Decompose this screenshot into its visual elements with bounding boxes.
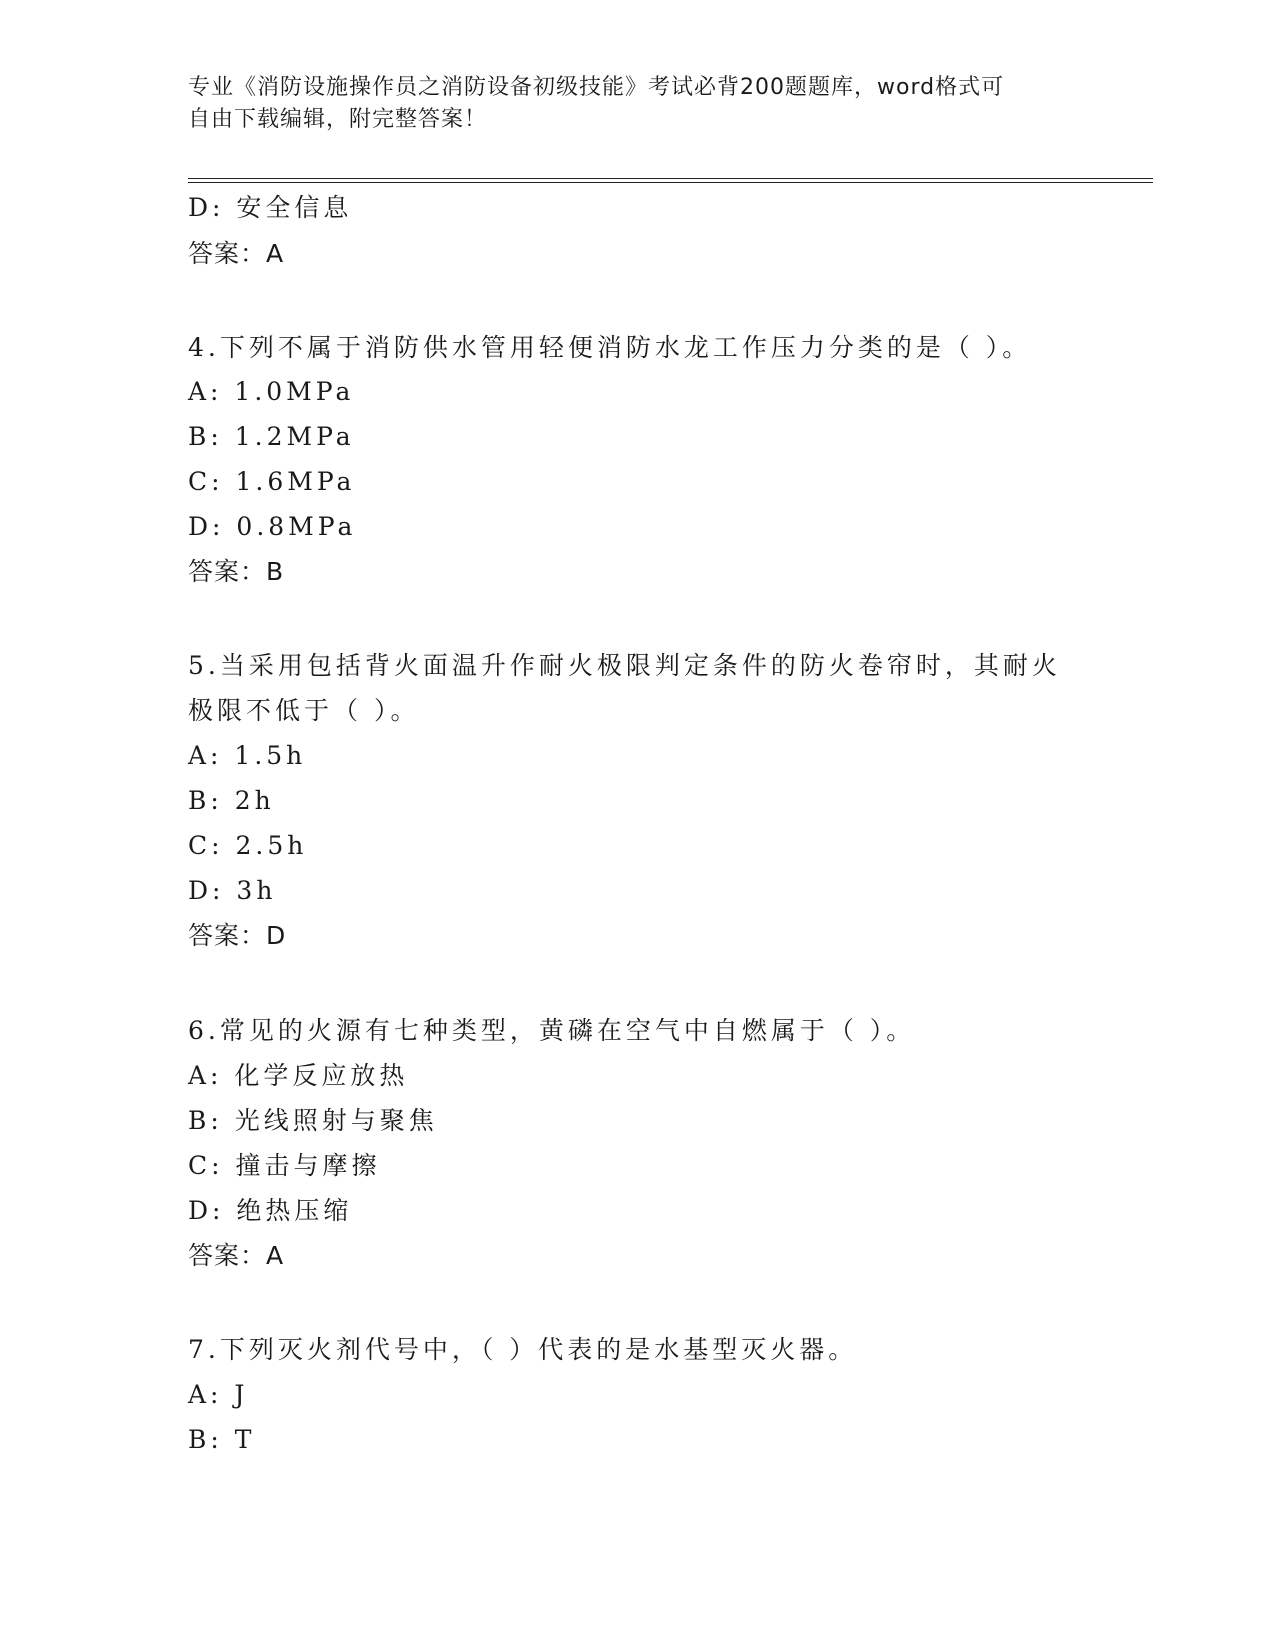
header-line-2: 自由下载编辑，附完整答案！ xyxy=(188,107,488,132)
question-stem-continued: 极限不低于（ ）。 xyxy=(188,696,420,725)
question-stem: 6.常见的火源有七种类型，黄磷在空气中自燃属于（ ）。 xyxy=(188,1016,916,1045)
header-divider xyxy=(188,178,1153,183)
option-d: D: 0.8MPa xyxy=(188,512,357,541)
option-a: A: J xyxy=(188,1380,249,1409)
option-c: C: 撞击与摩擦 xyxy=(188,1151,381,1180)
option-b: B: 光线照射与聚焦 xyxy=(188,1106,438,1135)
answer: 答案：D xyxy=(188,921,287,950)
option-d: D: 安全信息 xyxy=(188,193,353,222)
answer: 答案：B xyxy=(188,557,285,586)
option-a: A: 1.0MPa xyxy=(188,377,355,406)
option-b: B: 2h xyxy=(188,786,275,815)
option-a: A: 化学反应放热 xyxy=(188,1061,409,1090)
option-b: B: 1.2MPa xyxy=(188,422,355,451)
answer: 答案：A xyxy=(188,239,285,268)
option-a: A: 1.5h xyxy=(188,741,307,770)
page-header xyxy=(188,72,1068,136)
option-b: B: T xyxy=(188,1425,256,1454)
answer: 答案：A xyxy=(188,1241,285,1270)
header-line-1: 专业《消防设施操作员之消防设备初级技能》考试必背200题题库，word格式可 xyxy=(188,75,1005,100)
option-d: D: 3h xyxy=(188,876,277,905)
option-d: D: 绝热压缩 xyxy=(188,1196,353,1225)
question-stem: 4.下列不属于消防供水管用轻便消防水龙工作压力分类的是（ ）。 xyxy=(188,333,1032,362)
question-stem: 7.下列灭火剂代号中，（ ）代表的是水基型灭火器。 xyxy=(188,1335,858,1364)
option-c: C: 2.5h xyxy=(188,831,308,860)
question-stem: 5.当采用包括背火面温升作耐火极限判定条件的防火卷帘时，其耐火 xyxy=(188,651,1061,680)
option-c: C: 1.6MPa xyxy=(188,467,356,496)
